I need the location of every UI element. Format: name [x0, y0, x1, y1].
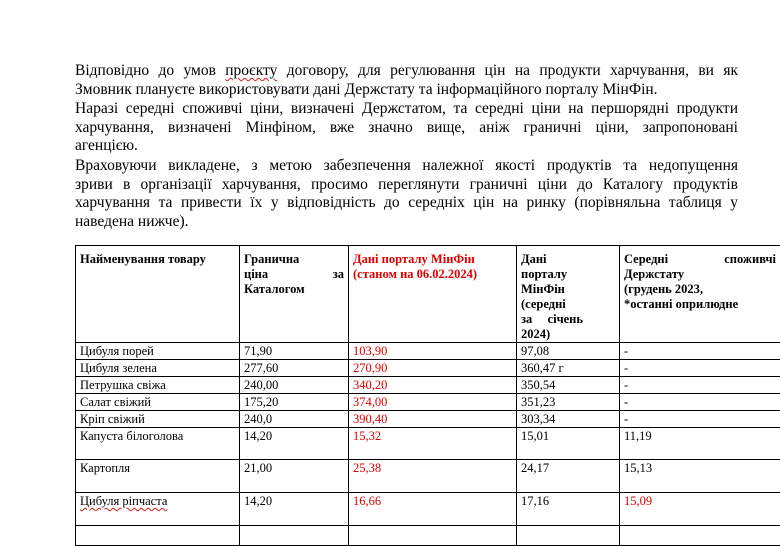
cell-product: Салат свіжий: [76, 394, 240, 411]
cell-minfin-average: 351,23: [517, 394, 620, 411]
cell-derzhstat: [620, 526, 780, 546]
header-minfin-date: Дані порталу МінФін (станом на 06.02.2024): [349, 246, 517, 343]
cell-minfin-average: 15,01: [517, 428, 620, 460]
cell-product: Цибуля зелена: [76, 360, 240, 377]
cell-minfin-date: 390,40: [349, 411, 517, 428]
cell-minfin-average: [517, 526, 620, 546]
cell-product: Капуста білоголова: [76, 428, 240, 460]
cell-product: Цибуля порей: [76, 343, 240, 360]
paragraph-line: зриви в організації харчування, просимо переглянути граничні ціни до Каталогу продуктів: [75, 176, 738, 195]
paragraph-line: Враховуючи викладене, з метою забезпечення належної якості продуктів та недопущення: [75, 157, 738, 176]
cell-product: [76, 526, 240, 546]
text-run: Відповідно до умов: [75, 62, 225, 79]
paragraph-line: Змовник плануєте використовувати дані Держстату та інформаційного порталу МінФін.: [75, 81, 738, 100]
paragraph-intro: [75, 62, 738, 99]
header-derzhstat: Середні споживчі Держстату (грудень 2023, *останні оприлюдне: [620, 246, 780, 343]
paragraph-request: [75, 157, 738, 231]
paragraph-line: Наразі середні споживчі ціни, визначені Держстатом, та середні ціни на першорядні продукти: [75, 100, 738, 119]
cell-catalog: 240,0: [240, 411, 349, 428]
header-product-name: Найменування товару: [76, 246, 240, 343]
spellcheck-word: проєкту: [225, 62, 277, 79]
cell-minfin-date: 270,90: [349, 360, 517, 377]
cell-minfin-average: 24,17: [517, 460, 620, 493]
cell-product: Картопля: [76, 460, 240, 493]
table-row: [76, 394, 780, 411]
cell-catalog: 21,00: [240, 460, 349, 493]
cell-minfin-date: [349, 526, 517, 546]
cell-derzhstat: -: [620, 343, 780, 360]
cell-minfin-date: 25,38: [349, 460, 517, 493]
cell-minfin-average: 17,16: [517, 493, 620, 526]
cell-minfin-date: 340,20: [349, 377, 517, 394]
table-row: [76, 428, 780, 460]
cell-catalog: [240, 526, 349, 546]
cell-minfin-average: 360,47 г: [517, 360, 620, 377]
table-row: [76, 343, 780, 360]
paragraph-line: харчування, визначені Мінфіном, вже значно вище, аніж граничні ціни, запропоновані: [75, 119, 738, 138]
paragraph-line: [75, 62, 738, 81]
cell-derzhstat: 15,13: [620, 460, 780, 493]
cell-minfin-date: 16,66: [349, 493, 517, 526]
cell-derzhstat: 11,19: [620, 428, 780, 460]
table-row: [76, 526, 780, 546]
cell-product: Кріп свіжий: [76, 411, 240, 428]
cell-minfin-date: 103,90: [349, 343, 517, 360]
table-row: [76, 411, 780, 428]
cell-product: Цибуля ріпчаста: [76, 493, 240, 526]
cell-catalog: 14,20: [240, 493, 349, 526]
table-row: [76, 493, 780, 526]
cell-derzhstat: -: [620, 377, 780, 394]
cell-product: Петрушка свіжа: [76, 377, 240, 394]
paragraph-line: наведена нижче).: [75, 213, 738, 232]
cell-derzhstat: -: [620, 360, 780, 377]
cell-minfin-average: 303,34: [517, 411, 620, 428]
header-catalog-price: Гранична ціна за Каталогом: [240, 246, 349, 343]
cell-catalog: 71,90: [240, 343, 349, 360]
cell-minfin-average: 350,54: [517, 377, 620, 394]
table-header-row: [76, 246, 780, 343]
table-row: [76, 377, 780, 394]
paragraph-prices: [75, 100, 738, 156]
cell-catalog: 175,20: [240, 394, 349, 411]
text-run: договору, для регулювання цін на продукти харчування, ви як: [277, 62, 738, 79]
cell-minfin-date: 374,00: [349, 394, 517, 411]
cell-catalog: 240,00: [240, 377, 349, 394]
cell-derzhstat: -: [620, 394, 780, 411]
header-minfin-average: Дані порталу МінФін (середні за січень 2024): [517, 246, 620, 343]
table-row: [76, 360, 780, 377]
cell-derzhstat: -: [620, 411, 780, 428]
paragraph-line: агенцією.: [75, 137, 738, 156]
price-comparison-table: [75, 245, 780, 546]
paragraph-line: харчування та привести їх у відповідність до середніх цін на ринку (порівняльна таблиця у: [75, 194, 738, 213]
cell-minfin-average: 97,08: [517, 343, 620, 360]
cell-derzhstat: 15,09: [620, 493, 780, 526]
cell-catalog: 277,60: [240, 360, 349, 377]
cell-minfin-date: 15,32: [349, 428, 517, 460]
table-row: [76, 460, 780, 493]
cell-catalog: 14,20: [240, 428, 349, 460]
